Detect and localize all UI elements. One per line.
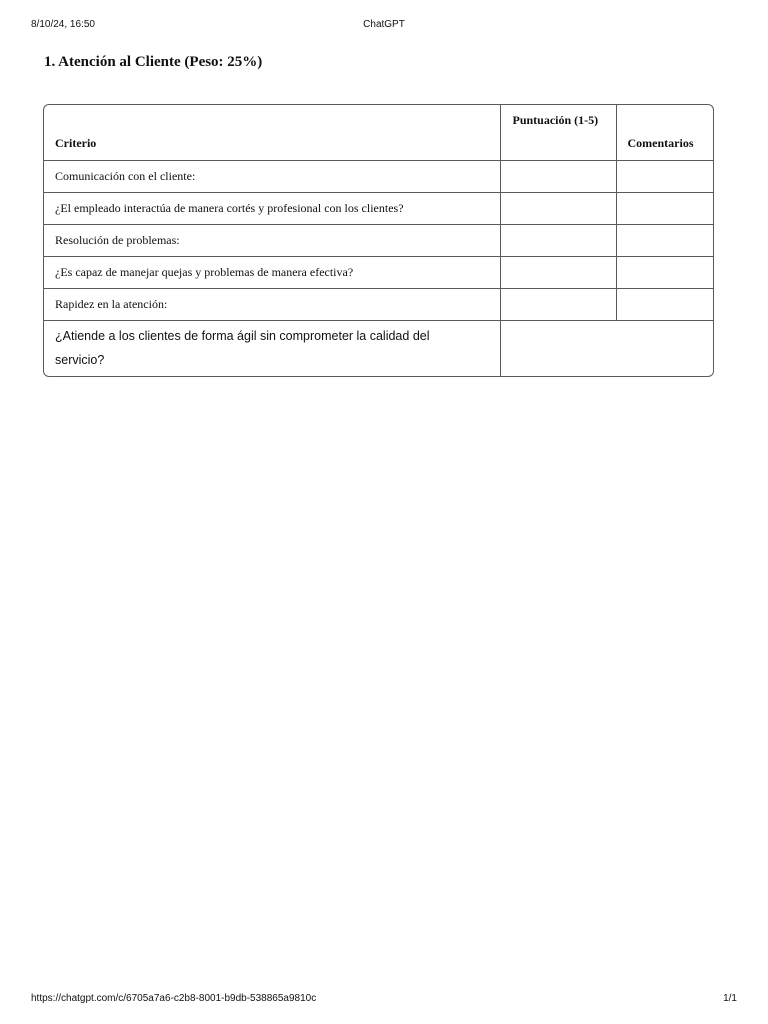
puntuacion-cell [500, 288, 616, 320]
table-row [43, 320, 714, 376]
page-number: 1/1 [723, 993, 737, 1004]
print-page-title: ChatGPT [363, 19, 405, 30]
print-footer [0, 993, 768, 1007]
table-row [43, 224, 714, 256]
table-header-row [43, 104, 714, 160]
table-row [43, 256, 714, 288]
criterio-cell: ¿Es capaz de manejar quejas y problemas de manera efectiva? [43, 256, 500, 288]
print-url: https://chatgpt.com/c/6705a7a6-c2b8-8001-b9db-538865a9810c [31, 993, 317, 1004]
comentarios-cell [616, 320, 714, 376]
print-datetime: 8/10/24, 16:50 [31, 19, 95, 30]
print-header [0, 19, 768, 33]
comentarios-cell [616, 224, 714, 256]
puntuacion-cell [500, 192, 616, 224]
table-row [43, 160, 714, 192]
comentarios-cell [616, 256, 714, 288]
criterio-cell: ¿Atiende a los clientes de forma ágil sin comprometer la calidad del servicio? [43, 320, 500, 376]
evaluation-table [43, 104, 714, 377]
puntuacion-cell [500, 256, 616, 288]
criterio-cell: Rapidez en la atención: [43, 288, 500, 320]
header-comentarios: Comentarios [616, 104, 714, 160]
header-puntuacion: Puntuación (1-5) [500, 104, 616, 160]
comentarios-cell [616, 288, 714, 320]
section-title: 1. Atención al Cliente (Peso: 25%) [44, 54, 263, 70]
criterio-cell: Resolución de problemas: [43, 224, 500, 256]
comentarios-cell [616, 160, 714, 192]
puntuacion-cell [500, 160, 616, 192]
criterio-cell: Comunicación con el cliente: [43, 160, 500, 192]
comentarios-cell [616, 192, 714, 224]
criterio-cell: ¿El empleado interactúa de manera cortés y profesional con los clientes? [43, 192, 500, 224]
table-row [43, 288, 714, 320]
table-row [43, 192, 714, 224]
puntuacion-cell [500, 224, 616, 256]
evaluation-table-container [43, 104, 714, 377]
puntuacion-cell [500, 320, 616, 376]
header-criterio: Criterio [55, 135, 97, 150]
